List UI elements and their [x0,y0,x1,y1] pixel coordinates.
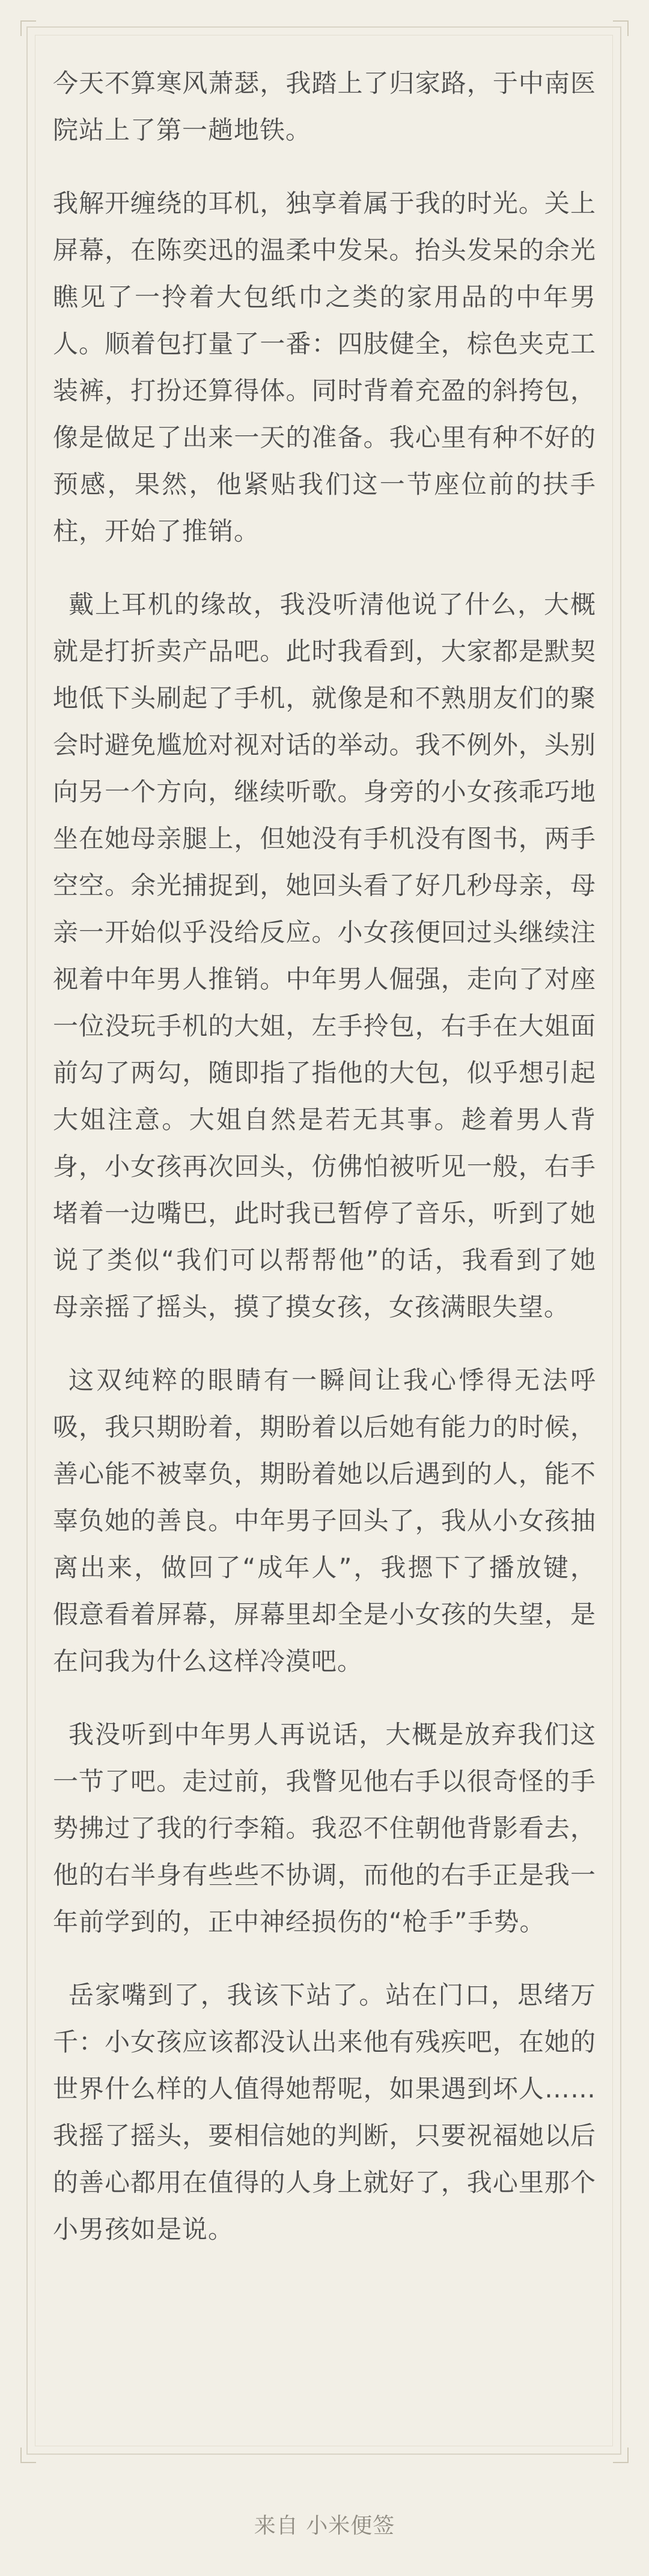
note-source-footer: 来自 小米便签 [254,2514,395,2538]
note-paragraph-5: 我没听到中年男人再说话，大概是放弃我们这一节了吧。走过前，我瞥见他右手以很奇怪的手势拂过了我的行李箱。我忍不住朝他背影看去，他的右半身有些些不协调，而他的右手正是我一年前学到的，正中神经损伤的“枪手”手势。 [53,1720,596,1937]
note-paragraph-3: 戴上耳机的缘故，我没听清他说了什么，大概就是打折卖产品吧。此时我看到，大家都是默契地低下头刷起了手机，就像是和不熟朋友们的聚会时避免尴尬对视对话的举动。我不例外，头别向另一个方向，继续听歌。身旁的小女孩乖巧地坐在她母亲腿上，但她没有手机没有图书，两手空空。余光捕捉到，她回头看了好几秒母亲，母亲一开始似乎没给反应。小女孩便回过头继续注视着中年男人推销。中年男人倔强，走向了对座一位没玩手机的大姐，左手拎包，右手在大姐面前勾了两勾，随即指了指他的大包，似乎想引起大姐注意。大姐自然是若无其事。趁着男人背身，小女孩再次回头，仿佛怕被听见一般，右手堵着一边嘴巴，此时我已暂停了音乐，听到了她说了类似“我们可以帮帮他”的话，我看到了她母亲摇了摇头，摸了摸女孩，女孩满眼失望。 [53,590,596,1322]
note-paragraph-1: 今天不算寒风萧瑟，我踏上了归家路，于中南医院站上了第一趟地铁。 [53,68,596,145]
note-paragraph-6: 岳家嘴到了，我该下站了。站在门口，思绪万千：小女孩应该都没认出来他有残疾吧，在她的世界什么样的人值得她帮呢，如果遇到坏人……我摇了摇头，要相信她的判断，只要祝福她以后的善心都用在值得的人身上就好了，我心里那个小男孩如是说。 [53,1980,596,2244]
corner-ornament-top-right [613,20,629,36]
note-body [53,60,596,2279]
corner-ornament-top-left [20,20,36,36]
note-paragraph-4: 这双纯粹的眼睛有一瞬间让我心悸得无法呼吸，我只期盼着，期盼着以后她有能力的时候，善心能不被辜负，期盼着她以后遇到的人，能不辜负她的善良。中年男子回头了，我从小女孩抽离出来，做回了“成年人”，我摁下了播放键，假意看着屏幕，屏幕里却全是小女孩的失望，是在问我为什么这样冷漠吧。 [53,1365,596,1676]
note-paragraph-2: 我解开缠绕的耳机，独享着属于我的时光。关上屏幕，在陈奕迅的温柔中发呆。抬头发呆的余光瞧见了一拎着大包纸巾之类的家用品的中年男人。顺着包打量了一番：四肢健全，棕色夹克工装裤，打扮还算得体。同时背着充盈的斜挎包，像是做足了出来一天的准备。我心里有种不好的预感，果然，他紧贴我们这一节座位前的扶手柱，开始了推销。 [53,189,596,546]
corner-ornament-bottom-right [613,2448,629,2463]
corner-ornament-bottom-left [20,2448,36,2463]
